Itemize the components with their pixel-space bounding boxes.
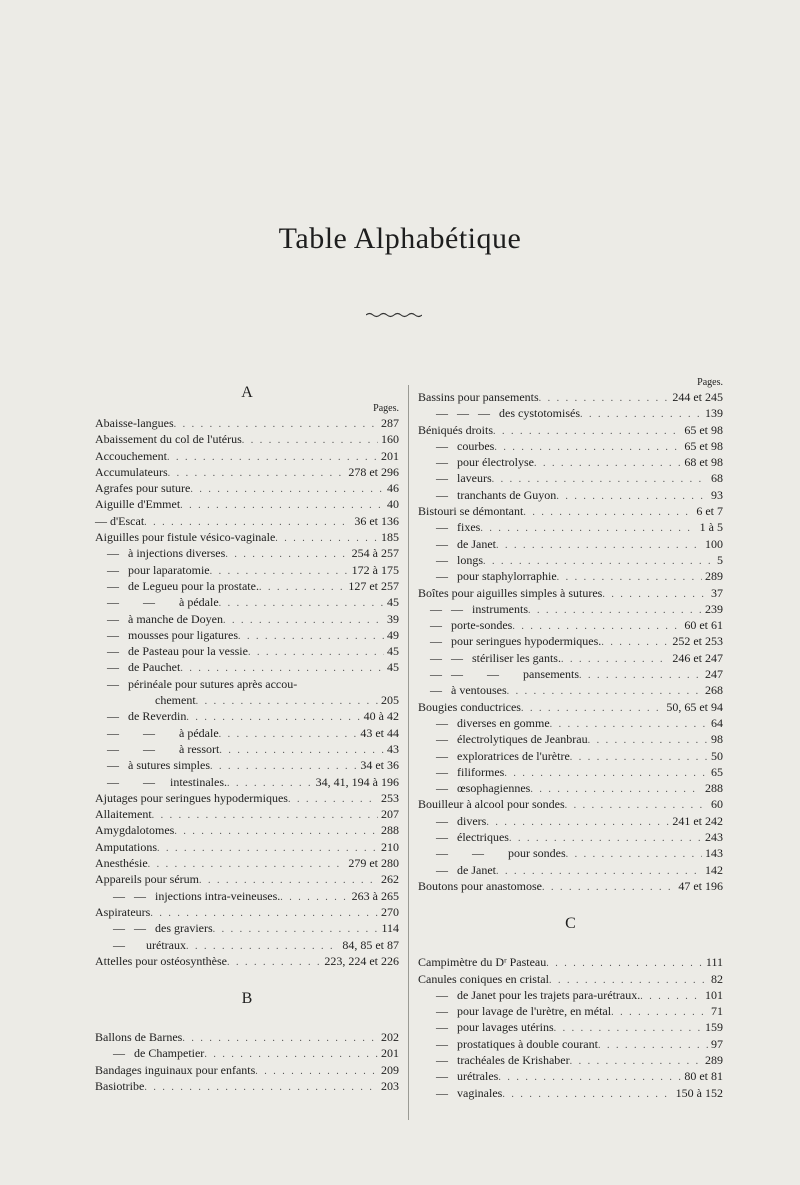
index-entry-pages: 160 bbox=[381, 432, 399, 447]
dot-leader bbox=[227, 955, 321, 971]
index-entry-label: — — instruments bbox=[430, 601, 528, 616]
index-column-right bbox=[418, 376, 723, 1101]
index-entry-label: — — à pédale bbox=[107, 595, 219, 610]
index-entry bbox=[418, 1068, 723, 1084]
dot-leader bbox=[498, 1070, 681, 1086]
index-entry bbox=[95, 562, 399, 578]
index-entry-pages: 159 bbox=[705, 1020, 723, 1035]
index-entry-label: — exploratrices de l'urètre bbox=[436, 748, 570, 763]
index-entry-label: — d'Escat bbox=[95, 513, 145, 528]
index-entry bbox=[95, 611, 399, 627]
index-entry-pages: 101 bbox=[705, 987, 723, 1002]
index-entry-label: — pour lavages utérins bbox=[436, 1020, 554, 1035]
index-entry bbox=[418, 617, 723, 633]
index-entry-pages: 39 bbox=[387, 611, 399, 626]
index-entry-pages: 288 bbox=[705, 781, 723, 796]
index-entry-label: — urétraux bbox=[113, 937, 186, 952]
index-entry-label: Amputations bbox=[95, 839, 157, 854]
index-entry-pages: 268 bbox=[705, 683, 723, 698]
index-entry bbox=[418, 650, 723, 666]
index-entry bbox=[95, 1045, 399, 1061]
index-entry-pages: 50, 65 et 94 bbox=[666, 699, 723, 714]
index-entry bbox=[95, 1062, 399, 1078]
index-entry-pages: 47 et 196 bbox=[678, 878, 723, 893]
index-entry-label: — tranchants de Guyon bbox=[436, 487, 557, 502]
index-entry-pages: 65 et 98 bbox=[684, 438, 723, 453]
dot-leader bbox=[280, 890, 348, 906]
index-entry-label: Ballons de Barnes bbox=[95, 1030, 183, 1045]
index-entry-label: Boutons pour anastomose bbox=[418, 878, 542, 893]
index-entry-label: — pour électrolyse bbox=[436, 455, 534, 470]
index-entry bbox=[418, 1052, 723, 1068]
index-entry bbox=[95, 708, 399, 724]
index-entry-pages: 65 et 98 bbox=[684, 422, 723, 437]
index-entry bbox=[418, 845, 723, 861]
index-entry-label: Bandages inguinaux pour enfants bbox=[95, 1062, 256, 1077]
index-entry-pages: 80 et 81 bbox=[684, 1069, 723, 1084]
index-entry-label: — à injections diverses bbox=[107, 546, 226, 561]
index-entry bbox=[418, 987, 723, 1003]
index-entry-label: Allaitement bbox=[95, 807, 152, 822]
index-entry-pages: 139 bbox=[705, 406, 723, 421]
index-entry-label: Bougies conductrices bbox=[418, 699, 521, 714]
index-entry bbox=[418, 748, 723, 764]
index-entry-label: — à sutures simples bbox=[107, 758, 210, 773]
index-entry-pages: 45 bbox=[387, 660, 399, 675]
index-entry-label: Attelles pour ostéosynthèse bbox=[95, 953, 227, 968]
index-entry-label: — pour seringues hypodermiques. bbox=[430, 634, 602, 649]
index-entry-pages: 142 bbox=[705, 862, 723, 877]
dot-leader bbox=[502, 1087, 672, 1103]
dot-leader bbox=[566, 847, 702, 863]
dot-leader bbox=[248, 645, 384, 661]
index-entry bbox=[418, 699, 723, 715]
index-entry bbox=[95, 513, 399, 529]
index-entry-pages: 143 bbox=[705, 846, 723, 861]
index-entry-label: — de Reverdin bbox=[107, 709, 187, 724]
index-entry-pages: 60 bbox=[711, 797, 723, 812]
index-entry-pages: 254 à 257 bbox=[351, 546, 399, 561]
index-entry-label: — de Janet bbox=[436, 536, 496, 551]
index-entry-pages: 185 bbox=[381, 530, 399, 545]
index-entry bbox=[418, 454, 723, 470]
index-entry-label: — courbes bbox=[436, 438, 495, 453]
index-entry-label: — électrolytiques de Jeanbrau bbox=[436, 732, 588, 747]
index-entry-pages: 287 bbox=[381, 416, 399, 430]
dot-leader bbox=[602, 587, 708, 603]
dot-leader bbox=[598, 1038, 708, 1054]
index-entry-pages: 60 et 61 bbox=[684, 618, 723, 633]
index-entry-pages: 241 et 242 bbox=[672, 813, 723, 828]
index-entry-pages: 100 bbox=[705, 536, 723, 551]
index-entry bbox=[95, 448, 399, 464]
dot-leader bbox=[238, 629, 384, 645]
dot-leader bbox=[144, 1080, 378, 1096]
index-entry-pages: 5 bbox=[717, 552, 723, 567]
index-entry-pages: 37 bbox=[711, 585, 723, 600]
index-entry-label: — pour laparatomie bbox=[107, 562, 210, 577]
index-entry bbox=[95, 496, 399, 512]
index-entry-label: chement bbox=[155, 693, 196, 708]
index-entry-pages: 207 bbox=[381, 807, 399, 822]
index-entry-label: — à manche de Doyen bbox=[107, 611, 223, 626]
index-entry bbox=[95, 855, 399, 871]
index-entry-pages: 34 et 36 bbox=[360, 758, 399, 773]
index-entry-pages: 205 bbox=[381, 693, 399, 708]
index-entry-pages: 68 bbox=[711, 471, 723, 486]
index-entry-label: Canules coniques en cristal bbox=[418, 971, 549, 986]
index-entry-label: Bassins pour pansements bbox=[418, 390, 539, 404]
index-entry bbox=[95, 953, 399, 969]
dot-leader bbox=[534, 456, 681, 472]
index-entry bbox=[418, 829, 723, 845]
index-entry-label: Abaissement du col de l'utérus bbox=[95, 432, 242, 447]
index-entry bbox=[418, 796, 723, 812]
index-entry bbox=[418, 519, 723, 535]
index-entry-label: — porte-sondes bbox=[430, 618, 513, 633]
dot-leader bbox=[259, 580, 345, 596]
index-entry bbox=[95, 480, 399, 496]
index-entry bbox=[418, 1036, 723, 1052]
index-entry bbox=[95, 676, 399, 692]
index-entry-label: Boîtes pour aiguilles simples à sutures bbox=[418, 585, 603, 600]
index-entry bbox=[418, 552, 723, 568]
index-entry-label: Accouchement bbox=[95, 448, 167, 463]
index-entry bbox=[95, 790, 399, 806]
index-entry-label: Bouilleur à alcool pour sondes bbox=[418, 797, 565, 812]
index-entry-pages: 252 et 253 bbox=[672, 634, 723, 649]
index-entry-pages: 97 bbox=[711, 1036, 723, 1051]
index-entry-label: — mousses pour ligatures bbox=[107, 627, 238, 642]
index-entry-label: — de Pasteau pour la vessie bbox=[107, 644, 248, 659]
index-entry bbox=[95, 741, 399, 757]
index-entry-pages: 114 bbox=[381, 921, 399, 936]
index-entry bbox=[95, 415, 399, 431]
index-entry-label: — pour lavage de l'urètre, en métal bbox=[436, 1004, 612, 1019]
section-letter-heading: B bbox=[241, 990, 253, 1008]
index-entry-pages: 65 bbox=[711, 764, 723, 779]
dot-leader bbox=[579, 668, 702, 684]
index-entry bbox=[418, 389, 723, 405]
index-entry bbox=[95, 839, 399, 855]
index-entry-pages: 64 bbox=[711, 715, 723, 730]
dot-leader bbox=[152, 808, 378, 824]
index-entry-label: — — injections intra-veineuses. bbox=[113, 888, 281, 903]
dot-leader bbox=[190, 482, 384, 498]
index-entry-label: Bistouri se démontant bbox=[418, 504, 524, 519]
index-entry-label: — — pour sondes bbox=[436, 846, 566, 861]
index-entry-pages: 223, 224 et 226 bbox=[324, 953, 399, 968]
index-entry-pages: 201 bbox=[381, 1046, 399, 1061]
dot-leader bbox=[223, 613, 384, 629]
index-entry bbox=[95, 643, 399, 659]
index-entry-label: — de Pauchet bbox=[107, 660, 181, 675]
index-entry-pages: 209 bbox=[381, 1062, 399, 1077]
index-entry-pages: 263 à 265 bbox=[351, 888, 399, 903]
index-entry-label: — divers bbox=[436, 813, 487, 828]
dot-leader bbox=[528, 603, 702, 619]
index-entry-pages: 201 bbox=[381, 448, 399, 463]
index-entry-label: Ajutages pour seringues hypodermiques bbox=[95, 790, 288, 805]
index-entry bbox=[95, 904, 399, 920]
index-entry-pages: 289 bbox=[705, 569, 723, 584]
index-entry-pages: 288 bbox=[381, 823, 399, 838]
section-gap bbox=[95, 1008, 399, 1029]
index-entry-pages: 6 et 7 bbox=[696, 504, 723, 519]
index-entry-pages: 247 bbox=[705, 667, 723, 682]
dot-leader bbox=[288, 792, 378, 808]
index-entry-pages: 172 à 175 bbox=[351, 562, 399, 577]
section-letter-heading: C bbox=[565, 915, 576, 933]
index-entry-label: Aspirateurs bbox=[95, 904, 151, 919]
index-entry bbox=[418, 405, 723, 421]
index-entry bbox=[418, 633, 723, 649]
index-entry-label: — — — pansements bbox=[430, 667, 579, 682]
index-entry-label: — fixes bbox=[436, 520, 481, 535]
dot-leader bbox=[496, 538, 702, 554]
dot-leader bbox=[196, 694, 378, 710]
dot-leader bbox=[588, 733, 708, 749]
dot-leader bbox=[493, 424, 681, 440]
index-entry-label: — laveurs bbox=[436, 471, 492, 486]
index-entry bbox=[95, 725, 399, 741]
index-entry-label: — — stériliser les gants. bbox=[430, 650, 561, 665]
dot-leader bbox=[556, 489, 708, 505]
index-entry-pages: 111 bbox=[705, 955, 723, 970]
dot-leader bbox=[486, 815, 669, 831]
pages-column-header: Pages. bbox=[373, 403, 399, 414]
index-entry-label: — — intestinales. bbox=[107, 774, 227, 789]
index-entry-label: — filiformes bbox=[436, 764, 505, 779]
index-entry-label: — — à pédale bbox=[107, 725, 219, 740]
index-entry-label: Abaisse-langues bbox=[95, 416, 174, 430]
index-entry-pages: 34, 41, 194 à 196 bbox=[315, 774, 399, 789]
title-ornament-rule bbox=[366, 311, 422, 319]
index-entry-label: — diverses en gomme bbox=[436, 715, 550, 730]
index-entry bbox=[95, 937, 399, 953]
index-entry-pages: 210 bbox=[381, 839, 399, 854]
index-entry-label: Campimètre du Dʳ Pasteau bbox=[418, 955, 547, 970]
index-entry-label: Amygdalotomes bbox=[95, 823, 175, 838]
index-entry-pages: 40 bbox=[387, 497, 399, 512]
index-entry bbox=[418, 536, 723, 552]
index-entry-pages: 244 et 245 bbox=[672, 390, 723, 404]
index-entry bbox=[418, 878, 723, 894]
index-entry-label: — prostatiques à double courant bbox=[436, 1036, 598, 1051]
dot-leader bbox=[174, 824, 378, 840]
index-entry bbox=[95, 692, 399, 708]
dot-leader bbox=[225, 547, 348, 563]
index-entry-pages: 93 bbox=[711, 487, 723, 502]
index-entry-pages: 49 bbox=[387, 627, 399, 642]
dot-leader bbox=[480, 521, 696, 537]
index-entry bbox=[418, 503, 723, 519]
index-entry-label: — de Champetier bbox=[113, 1046, 205, 1061]
index-entry-pages: 239 bbox=[705, 601, 723, 616]
index-entry-pages: 50 bbox=[711, 748, 723, 763]
index-entry bbox=[418, 682, 723, 698]
index-entry-pages: 278 et 296 bbox=[348, 464, 399, 479]
index-entry-label: Aiguilles pour fistule vésico-vaginale bbox=[95, 530, 276, 545]
index-entry bbox=[418, 601, 723, 617]
index-entry-pages: 279 et 280 bbox=[348, 856, 399, 871]
index-entry bbox=[95, 1029, 399, 1045]
index-entry-pages: 36 et 136 bbox=[354, 513, 399, 528]
index-entry bbox=[95, 774, 399, 790]
index-entry-pages: 40 à 42 bbox=[363, 709, 399, 724]
column-divider bbox=[408, 385, 409, 1120]
index-entry bbox=[95, 464, 399, 480]
index-entry bbox=[95, 822, 399, 838]
section-letter-heading: A bbox=[241, 384, 253, 401]
index-entry bbox=[418, 862, 723, 878]
dot-leader bbox=[219, 727, 358, 743]
index-entry-label: Aiguille d'Emmet bbox=[95, 497, 181, 512]
dot-leader bbox=[255, 1064, 378, 1080]
index-entry bbox=[95, 1078, 399, 1094]
index-entry-label: — électriques bbox=[436, 830, 509, 845]
index-entry bbox=[95, 920, 399, 936]
section-gap bbox=[95, 969, 399, 990]
index-entry bbox=[418, 954, 723, 970]
index-entry bbox=[418, 666, 723, 682]
index-entry bbox=[418, 971, 723, 987]
dot-leader bbox=[570, 750, 708, 766]
index-entry-pages: 71 bbox=[711, 1004, 723, 1019]
index-entry bbox=[95, 871, 399, 887]
index-entry-label: — — à ressort bbox=[107, 741, 220, 756]
index-entry bbox=[418, 470, 723, 486]
index-entry bbox=[95, 627, 399, 643]
section-gap bbox=[418, 933, 723, 954]
index-entry-pages: 243 bbox=[705, 830, 723, 845]
index-entry-label: — à ventouses bbox=[430, 683, 507, 698]
index-entry bbox=[95, 659, 399, 675]
index-entry-label: — vaginales bbox=[436, 1085, 503, 1100]
dot-leader bbox=[219, 596, 384, 612]
index-entry bbox=[418, 715, 723, 731]
index-entry-label: — de Legueu pour la prostate. bbox=[107, 578, 259, 593]
index-entry-pages: 202 bbox=[381, 1030, 399, 1045]
index-entry-label: — — des graviers bbox=[113, 921, 213, 936]
pages-column-header: Pages. bbox=[697, 377, 723, 388]
index-entry-pages: 270 bbox=[381, 904, 399, 919]
index-entry bbox=[95, 578, 399, 594]
index-entry-pages: 289 bbox=[705, 1052, 723, 1067]
index-entry-pages: 1 à 5 bbox=[699, 520, 723, 535]
index-entry bbox=[95, 545, 399, 561]
index-entry-pages: 46 bbox=[387, 481, 399, 496]
index-entry-label: — œsophagiennes bbox=[436, 781, 531, 796]
dot-leader bbox=[601, 635, 669, 651]
index-entry-label: Accumulateurs bbox=[95, 464, 168, 479]
index-entry bbox=[418, 568, 723, 584]
index-entry-pages: 127 et 257 bbox=[348, 578, 399, 593]
index-entry bbox=[418, 487, 723, 503]
index-entry-pages: 253 bbox=[381, 790, 399, 805]
index-entry-pages: 203 bbox=[381, 1078, 399, 1093]
index-entry-pages: 45 bbox=[387, 595, 399, 610]
dot-leader bbox=[640, 989, 702, 1005]
index-entry-label: — de Janet bbox=[436, 862, 496, 877]
index-entry-pages: 43 bbox=[387, 741, 399, 756]
index-entry bbox=[418, 780, 723, 796]
index-entry bbox=[418, 1085, 723, 1101]
index-entry bbox=[95, 757, 399, 773]
index-entry-pages: 150 à 152 bbox=[675, 1085, 723, 1100]
dot-leader bbox=[546, 956, 703, 972]
index-column-left bbox=[95, 384, 399, 1094]
dot-leader bbox=[523, 505, 693, 521]
index-entry-label: — de Janet pour les trajets para-urétraux. bbox=[436, 987, 641, 1002]
index-entry bbox=[95, 888, 399, 904]
index-entry bbox=[418, 731, 723, 747]
index-entry-pages: 98 bbox=[711, 732, 723, 747]
index-entry-label: Anesthésie bbox=[95, 856, 148, 871]
index-entry bbox=[95, 594, 399, 610]
index-entry-label: — trachéales de Krishaber bbox=[436, 1052, 570, 1067]
index-entry-label: Béniqués droits bbox=[418, 422, 493, 437]
index-entry-label: Agrafes pour suture bbox=[95, 481, 191, 496]
index-entry bbox=[418, 422, 723, 438]
index-entry-pages: 84, 85 et 87 bbox=[342, 937, 399, 952]
section-gap bbox=[418, 894, 723, 915]
index-entry bbox=[418, 764, 723, 780]
index-entry bbox=[418, 1019, 723, 1035]
index-entry bbox=[418, 813, 723, 829]
dot-leader bbox=[504, 766, 708, 782]
index-entry-label: Basiotribe bbox=[95, 1078, 145, 1093]
index-entry bbox=[95, 431, 399, 447]
index-entry-pages: 45 bbox=[387, 644, 399, 659]
index-entry-label: — urétrales bbox=[436, 1069, 499, 1084]
index-entry-label: — — — des cystotomisés bbox=[436, 406, 580, 421]
index-entry bbox=[418, 1003, 723, 1019]
dot-leader bbox=[542, 880, 675, 896]
dot-leader bbox=[182, 1031, 378, 1047]
dot-leader bbox=[242, 433, 378, 449]
index-entry bbox=[95, 806, 399, 822]
index-entry bbox=[418, 585, 723, 601]
index-entry-pages: 246 et 247 bbox=[672, 650, 723, 665]
dot-leader bbox=[168, 466, 346, 482]
index-entry-label: Appareils pour sérum bbox=[95, 872, 199, 887]
index-entry-pages: 82 bbox=[711, 971, 723, 986]
index-entry bbox=[95, 529, 399, 545]
index-entry-pages: 43 et 44 bbox=[360, 725, 399, 740]
dot-leader bbox=[611, 1005, 708, 1021]
index-entry-pages: 262 bbox=[381, 872, 399, 887]
index-entry-label: — longs bbox=[436, 552, 484, 567]
index-entry-label: — périnéale pour sutures après accou- bbox=[107, 676, 298, 691]
index-entry-pages: 68 et 98 bbox=[684, 455, 723, 470]
index-entry-label: — pour staphylorraphie bbox=[436, 569, 557, 584]
page-title: Table Alphabétique bbox=[278, 222, 522, 255]
index-entry bbox=[418, 438, 723, 454]
